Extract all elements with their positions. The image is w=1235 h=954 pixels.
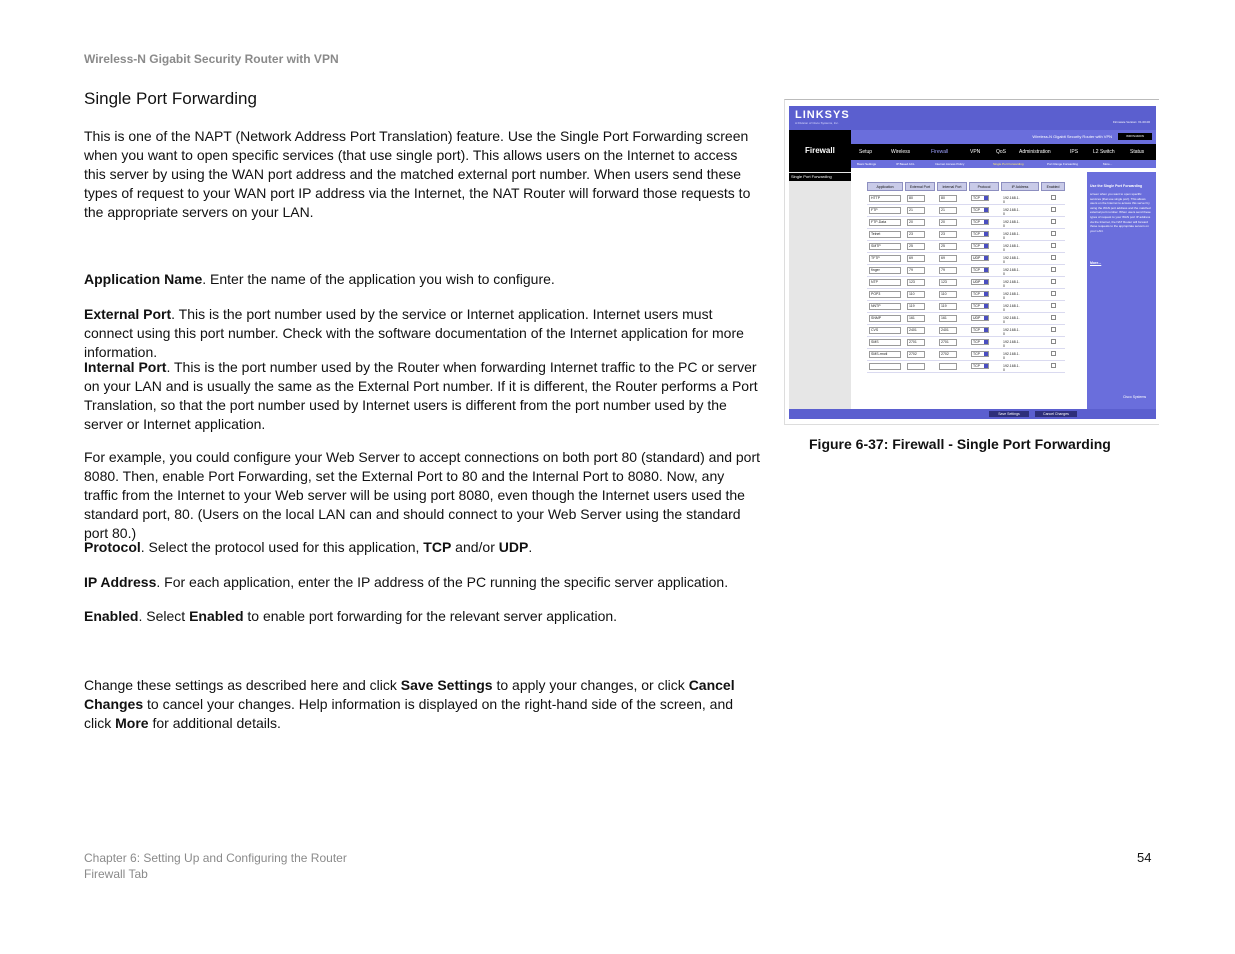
cisco-logo: Cisco Systems (1123, 395, 1147, 399)
internal-port-field[interactable]: 2702 (939, 351, 957, 358)
enabled-checkbox[interactable] (1051, 339, 1056, 344)
application-name-field[interactable]: NNTP (869, 303, 901, 310)
application-name-field[interactable]: SNMP (869, 315, 901, 322)
protocol-value: TCP (973, 196, 980, 200)
nav-firewall[interactable]: Firewall (931, 149, 949, 155)
external-port-field[interactable]: 2701 (907, 339, 925, 346)
external-port-paragraph (84, 305, 760, 362)
row-divider (867, 204, 1065, 205)
dropdown-arrow-icon (984, 196, 988, 200)
dropdown-arrow-icon (984, 304, 988, 308)
internal-port-field[interactable]: 20 (939, 219, 957, 226)
internal-port-paragraph (84, 358, 760, 434)
row-divider (867, 216, 1065, 217)
internal-port-field[interactable]: 110 (939, 291, 957, 298)
logo-subtitle: A Division of Cisco Systems, Inc. (795, 121, 839, 125)
subnav-basic-settings[interactable]: Basic Settings (857, 162, 877, 166)
nav-wireless[interactable]: Wireless (891, 149, 911, 155)
router-ui-screenshot (789, 106, 1156, 419)
footer (84, 850, 347, 882)
protocol-select[interactable] (971, 363, 989, 369)
protocol-select[interactable] (971, 291, 989, 297)
enabled-text-2: to enable port forwarding for the relevant server application. (243, 608, 618, 624)
ip-address-field[interactable]: 192.168.1. 0 (1003, 328, 1020, 336)
protocol-select[interactable] (971, 207, 989, 213)
enabled-checkbox[interactable] (1051, 327, 1056, 332)
external-port-field[interactable] (907, 363, 925, 370)
protocol-select[interactable] (971, 195, 989, 201)
internal-port-field[interactable]: 2701 (939, 339, 957, 346)
external-port-field[interactable]: 69 (907, 255, 925, 262)
protocol-value: TCP (973, 364, 980, 368)
enabled-checkbox[interactable] (1051, 243, 1056, 248)
column-header: Internal Port (937, 182, 967, 191)
row-divider (867, 240, 1065, 241)
change-text-2: to apply your changes, or click (492, 677, 689, 693)
protocol-value: TCP (973, 304, 980, 308)
term-tcp: TCP (423, 539, 452, 555)
ip-address-field[interactable]: 192.168.1. 0 (1003, 220, 1020, 228)
protocol-select[interactable] (971, 315, 989, 321)
ip-address-field[interactable]: 192.168.1. 0 (1003, 352, 1020, 360)
protocol-select[interactable] (971, 279, 989, 285)
row-divider (867, 228, 1065, 229)
subnav-internet-access-policy[interactable]: Internet Access Policy (935, 162, 965, 166)
ip-address-field[interactable]: 192.168.1. 0 (1003, 340, 1020, 348)
intro-paragraph: This is one of the NAPT (Network Address Port Translation) feature. Use the Single Port Forwarding screen when you want to open specific services (that use single port). This allows users on the Internet to access this server by using the WAN port address and the matched external port number. When users send these types of request to your WAN port IP address via the Internet, the NAT Router will forward those requests to the appropriate servers on your LAN. (84, 128, 751, 220)
term-internal-port: Internal Port (84, 359, 167, 375)
term-cancel-changes: Cancel Changes (84, 677, 735, 712)
nav-qos[interactable]: QoS (996, 149, 1007, 155)
ip-address-paragraph (84, 573, 760, 592)
protocol-paragraph (84, 538, 760, 557)
firmware-version: Firmware Version: V1.00.00 (1112, 120, 1150, 124)
enabled-checkbox[interactable] (1051, 291, 1056, 296)
dropdown-arrow-icon (984, 208, 988, 212)
protocol-value: TCP (973, 340, 980, 344)
protocol-value: TCP (973, 352, 980, 356)
ip-address-field[interactable]: 192.168.1. 0 (1003, 196, 1020, 204)
application-name-field[interactable]: finger (869, 267, 901, 274)
change-text-1: Change these settings as described here and click (84, 677, 401, 693)
external-port-field[interactable]: 2401 (907, 327, 925, 334)
term-application-name: Application Name (84, 271, 203, 287)
ip-address-field[interactable]: 192.168.1. 0 (1003, 268, 1020, 276)
application-name-field[interactable]: NTP (869, 279, 901, 286)
enabled-checkbox[interactable] (1051, 231, 1056, 236)
column-header: Enabled (1041, 182, 1065, 191)
external-port-field[interactable]: 20 (907, 219, 925, 226)
internal-port-field[interactable]: 123 (939, 279, 957, 286)
product-name: Wireless-N Gigabit Security Router with VPN (1032, 134, 1112, 139)
internal-port-field[interactable]: 2401 (939, 327, 957, 334)
protocol-value: TCP (973, 268, 980, 272)
change-text-3: to cancel your changes. Help information is displayed on the right-hand side of the screen, and click (84, 696, 734, 731)
protocol-and: and/or (451, 539, 499, 555)
nav-setup[interactable]: Setup (859, 149, 873, 155)
help-text: screen when you want to open specific services (that use single port). This allows users on the Internet to access this server by using the WAN port address and the matched external port number. When users send these types of request to your WAN port IP address via the Internet, the NAT Router will forward those requests to the appropriate servers on your LAN. (1090, 192, 1151, 233)
help-panel (1087, 172, 1156, 409)
model-badge: WRVS4400N (1118, 133, 1152, 140)
application-name-field[interactable]: FTP-Data (869, 219, 901, 226)
external-port-field[interactable]: 79 (907, 267, 925, 274)
external-port-field[interactable]: 119 (907, 303, 925, 310)
document-header: Wireless-N Gigabit Security Router with VPN (84, 52, 339, 66)
dropdown-arrow-icon (984, 340, 988, 344)
column-header: External Port (905, 182, 935, 191)
dropdown-arrow-icon (984, 220, 988, 224)
subnav-ip-based-acl[interactable]: IP Based ACL (896, 162, 915, 166)
row-divider (867, 252, 1065, 253)
enabled-checkbox[interactable] (1051, 195, 1056, 200)
enabled-checkbox[interactable] (1051, 207, 1056, 212)
column-header: IP Address (1001, 182, 1039, 191)
row-divider (867, 264, 1065, 265)
subnav-single-port-forwarding[interactable]: Single Port Forwarding (993, 162, 1024, 166)
protocol-select[interactable] (971, 327, 989, 333)
dropdown-arrow-icon (984, 316, 988, 320)
protocol-value: TCP (973, 232, 980, 236)
application-name-field[interactable] (869, 363, 901, 370)
section-title: Single Port Forwarding (84, 89, 257, 108)
nav-status[interactable]: Status (1130, 149, 1145, 155)
external-port-field[interactable]: 23 (907, 231, 925, 238)
internal-port-field[interactable]: 21 (939, 207, 957, 214)
figure-screenshot (784, 99, 1159, 425)
application-name-field[interactable]: SMS-rmctl (869, 351, 901, 358)
term-ip-address: IP Address (84, 574, 157, 590)
internal-port-field[interactable]: 80 (939, 195, 957, 202)
linksys-logo: LINKSYS (795, 109, 850, 121)
application-name-paragraph (84, 270, 760, 289)
term-enabled-2: Enabled (189, 608, 244, 624)
ip-address-field[interactable]: 192.168.1. 0 (1003, 304, 1020, 312)
dropdown-arrow-icon (984, 232, 988, 236)
internal-port-field[interactable] (939, 363, 957, 370)
ip-address-field[interactable]: 192.168.1. 0 (1003, 292, 1020, 300)
protocol-value: TCP (973, 292, 980, 296)
dropdown-arrow-icon (984, 328, 988, 332)
screenshot-bottom-bar (789, 409, 1156, 419)
term-udp: UDP (498, 539, 529, 555)
term-external-port: External Port (84, 306, 172, 322)
ip-address-text: . For each application, enter the IP address of the PC running the specific server application. (156, 574, 729, 590)
dropdown-arrow-icon (984, 280, 988, 284)
internal-port-field[interactable]: 119 (939, 303, 957, 310)
protocol-select[interactable] (971, 339, 989, 345)
term-enabled: Enabled (84, 608, 139, 624)
row-divider (867, 324, 1065, 325)
external-port-text: . This is the port number used by the service or Internet application. Internet users must connect using this port number. Check with the software documentation of the Internet application for more information. (84, 306, 744, 360)
internal-port-field[interactable]: 23 (939, 231, 957, 238)
enabled-checkbox[interactable] (1051, 363, 1056, 368)
application-name-text: . Enter the name of the application you wish to configure. (202, 271, 555, 287)
enabled-checkbox[interactable] (1051, 255, 1056, 260)
protocol-value: TCP (973, 220, 980, 224)
row-divider (867, 348, 1065, 349)
external-port-field[interactable]: 110 (907, 291, 925, 298)
application-name-field[interactable]: SMTP (869, 243, 901, 250)
application-name-field[interactable]: FTP (869, 207, 901, 214)
external-port-field[interactable]: 123 (907, 279, 925, 286)
application-name-field[interactable]: CVS (869, 327, 901, 334)
term-more: More (115, 715, 149, 731)
ip-address-field[interactable]: 192.168.1. 0 (1003, 364, 1020, 372)
enabled-checkbox[interactable] (1051, 315, 1056, 320)
example-paragraph: For example, you could configure your Web Server to accept connections on both port 80 (standard) and port 8080. Then, enable Port Forwarding, set the External Port to 80 and the Internal Port to 8080. Now, any traffic from the Internet to your Web server will be using port 8080, even though the Internet users used the standard port, 80. (Users on the local LAN can and should connect to your Web Server using the standard port 80.) (84, 449, 761, 541)
row-divider (867, 312, 1065, 313)
protocol-text: . Select the protocol used for this application, (140, 539, 424, 555)
main-nav (851, 144, 1156, 160)
protocol-select[interactable] (971, 219, 989, 225)
application-name-field[interactable]: POP3 (869, 291, 901, 298)
row-divider (867, 360, 1065, 361)
footer-chapter: Chapter 6: Setting Up and Configuring the Router (84, 851, 347, 865)
nav-ips[interactable]: IPS (1070, 149, 1079, 155)
enabled-checkbox[interactable] (1051, 303, 1056, 308)
enabled-checkbox[interactable] (1051, 351, 1056, 356)
protocol-value: UDP (973, 316, 981, 320)
ip-address-field[interactable]: 192.168.1. 0 (1003, 208, 1020, 216)
product-bar (851, 130, 1156, 144)
external-port-field[interactable]: 2702 (907, 351, 925, 358)
subnav-more[interactable]: More... (1103, 162, 1113, 166)
cancel-changes-button[interactable]: Cancel Changes (1035, 411, 1077, 417)
column-header: Protocol (969, 182, 999, 191)
enabled-checkbox[interactable] (1051, 267, 1056, 272)
change-settings-paragraph (84, 676, 760, 733)
ip-address-field[interactable]: 192.168.1. 0 (1003, 232, 1020, 240)
term-save-settings: Save Settings (400, 677, 493, 693)
protocol-select[interactable] (971, 267, 989, 273)
nav-vpn[interactable]: VPN (970, 149, 981, 155)
row-divider (867, 300, 1065, 301)
internal-port-text: . This is the port number used by the Router when forwarding Internet traffic to the PC or server on your LAN and is usually the same as the External Port number. If it is different, the Router performs a Port Translation, so that the port number used by Internet users is different from the port number used by the server or Internet application. (84, 359, 758, 432)
dropdown-arrow-icon (984, 268, 988, 272)
dropdown-arrow-icon (984, 352, 988, 356)
internal-port-field[interactable]: 69 (939, 255, 957, 262)
external-port-field[interactable]: 21 (907, 207, 925, 214)
subnav-port-range-forwarding[interactable]: Port Range Forwarding (1047, 162, 1079, 166)
ip-address-field[interactable]: 192.168.1. 0 (1003, 316, 1020, 324)
external-port-field[interactable]: 161 (907, 315, 925, 322)
application-name-field[interactable]: SMS (869, 339, 901, 346)
page-number: 54 (1137, 850, 1152, 865)
protocol-value: UDP (973, 280, 981, 284)
nav-administration[interactable]: Administration (1019, 149, 1051, 155)
protocol-select[interactable] (971, 255, 989, 261)
help-more-link[interactable]: More... (1090, 261, 1102, 265)
term-protocol: Protocol (84, 539, 141, 555)
dropdown-arrow-icon (984, 364, 988, 368)
enabled-text-1: . Select (138, 608, 190, 624)
dropdown-arrow-icon (984, 256, 988, 260)
column-header: Application (867, 182, 903, 191)
save-settings-button[interactable]: Save Settings (989, 411, 1029, 417)
enabled-paragraph (84, 607, 760, 626)
screenshot-sidebar (789, 172, 851, 409)
row-divider (867, 336, 1065, 337)
row-divider (867, 372, 1065, 373)
dropdown-arrow-icon (984, 292, 988, 296)
internal-port-field[interactable]: 79 (939, 267, 957, 274)
help-title: Use the Single Port Forwarding (1090, 184, 1143, 188)
internal-port-field[interactable]: 161 (939, 315, 957, 322)
figure-caption: Figure 6-37: Firewall - Single Port Forwarding (809, 436, 1111, 452)
nav-l2-switch[interactable]: L2 Switch (1093, 149, 1115, 155)
section-block (789, 130, 851, 172)
protocol-select[interactable] (971, 351, 989, 357)
protocol-value: TCP (973, 208, 980, 212)
application-name-field[interactable]: TFTP (869, 255, 901, 262)
ip-address-field[interactable]: 192.168.1. 0 (1003, 244, 1020, 252)
ip-address-field[interactable]: 192.168.1. 0 (1003, 280, 1020, 288)
sidebar-label: Single Port Forwarding (789, 173, 851, 181)
protocol-select[interactable] (971, 231, 989, 237)
protocol-value: TCP (973, 328, 980, 332)
row-divider (867, 276, 1065, 277)
footer-section: Firewall Tab (84, 867, 148, 881)
dropdown-arrow-icon (984, 244, 988, 248)
enabled-checkbox[interactable] (1051, 279, 1056, 284)
enabled-checkbox[interactable] (1051, 219, 1056, 224)
sub-nav (851, 160, 1156, 168)
external-port-field[interactable]: 25 (907, 243, 925, 250)
ip-address-field[interactable]: 192.168.1. 0 (1003, 256, 1020, 264)
protocol-value: TCP (973, 244, 980, 248)
application-name-field[interactable]: Telnet (869, 231, 901, 238)
protocol-select[interactable] (971, 303, 989, 309)
protocol-end: . (528, 539, 533, 555)
screenshot-top-bar (789, 106, 1156, 130)
section-label: Firewall (805, 146, 835, 155)
protocol-select[interactable] (971, 243, 989, 249)
forwarding-table-area (851, 172, 1087, 409)
application-name-field[interactable]: HTTP (869, 195, 901, 202)
external-port-field[interactable]: 80 (907, 195, 925, 202)
change-text-4: for additional details. (148, 715, 281, 731)
protocol-value: UDP (973, 256, 981, 260)
row-divider (867, 288, 1065, 289)
internal-port-field[interactable]: 25 (939, 243, 957, 250)
